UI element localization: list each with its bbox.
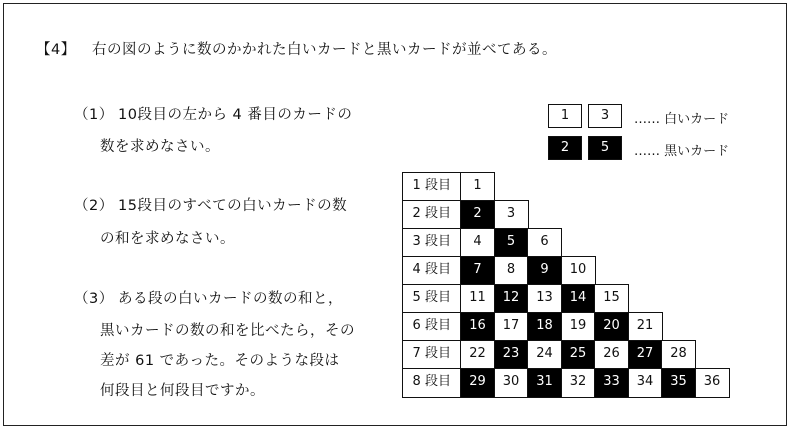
question-3-line-2: 黒いカードの数の和を比べたら，その xyxy=(100,323,355,339)
question-3-line-3: 差が 61 であった。そのような段は xyxy=(100,353,340,369)
legend-black-label: …… 黒いカード xyxy=(634,144,730,159)
question-1-line-1: 10段目の左から 4 番目のカードの xyxy=(118,107,353,123)
black-card: 5 xyxy=(494,228,529,258)
black-card: 20 xyxy=(594,312,629,342)
question-2-number: （2） xyxy=(74,198,114,214)
black-card: 7 xyxy=(460,256,495,286)
white-card: 1 xyxy=(460,172,495,202)
row-label: 2 段目 xyxy=(402,200,462,230)
white-card: 24 xyxy=(527,340,562,370)
row-label: 1 段目 xyxy=(402,172,462,202)
white-card: 15 xyxy=(594,284,629,314)
black-card: 9 xyxy=(527,256,562,286)
white-card: 21 xyxy=(628,312,663,342)
question-3-line-4: 何段目と何段目ですか。 xyxy=(100,383,265,399)
white-card: 4 xyxy=(460,228,495,258)
row-label: 5 段目 xyxy=(402,284,462,314)
black-card: 14 xyxy=(561,284,596,314)
black-card: 12 xyxy=(494,284,529,314)
question-2-line-2: の和を求めなさい。 xyxy=(100,231,235,247)
white-card: 19 xyxy=(561,312,596,342)
problem-statement: 右の図のように数のかかれた白いカードと黒いカードが並べてある。 xyxy=(92,42,557,58)
question-3-number: （3） xyxy=(74,291,114,307)
white-card: 22 xyxy=(460,340,495,370)
white-card: 11 xyxy=(460,284,495,314)
white-card: 6 xyxy=(527,228,562,258)
white-card: 36 xyxy=(695,368,730,398)
white-card: 8 xyxy=(494,256,529,286)
black-card: 23 xyxy=(494,340,529,370)
black-card: 16 xyxy=(460,312,495,342)
white-card: 13 xyxy=(527,284,562,314)
problem-number: 【4】 xyxy=(36,42,76,58)
white-card: 34 xyxy=(628,368,663,398)
white-card: 10 xyxy=(561,256,596,286)
legend-white-label: …… 白いカード xyxy=(634,112,730,127)
legend-black-card: 2 xyxy=(548,136,582,160)
white-card: 26 xyxy=(594,340,629,370)
black-card: 25 xyxy=(561,340,596,370)
black-card: 29 xyxy=(460,368,495,398)
question-3-line-1: ある段の白いカードの数の和と， xyxy=(118,291,343,307)
black-card: 35 xyxy=(661,368,696,398)
white-card: 30 xyxy=(494,368,529,398)
white-card: 3 xyxy=(494,200,529,230)
black-card: 27 xyxy=(628,340,663,370)
black-card: 2 xyxy=(460,200,495,230)
black-card: 31 xyxy=(527,368,562,398)
row-label: 7 段目 xyxy=(402,340,462,370)
legend-white-card: 3 xyxy=(588,104,622,128)
row-label: 8 段目 xyxy=(402,368,462,398)
question-1-number: （1） xyxy=(74,107,114,123)
white-card: 32 xyxy=(561,368,596,398)
question-1-line-2: 数を求めなさい。 xyxy=(100,139,220,155)
white-card: 28 xyxy=(661,340,696,370)
legend-black-card: 5 xyxy=(588,136,622,160)
legend-white-card: 1 xyxy=(548,104,582,128)
row-label: 4 段目 xyxy=(402,256,462,286)
question-2-line-1: 15段目のすべての白いカードの数 xyxy=(118,198,348,214)
black-card: 18 xyxy=(527,312,562,342)
white-card: 17 xyxy=(494,312,529,342)
black-card: 33 xyxy=(594,368,629,398)
row-label: 6 段目 xyxy=(402,312,462,342)
row-label: 3 段目 xyxy=(402,228,462,258)
